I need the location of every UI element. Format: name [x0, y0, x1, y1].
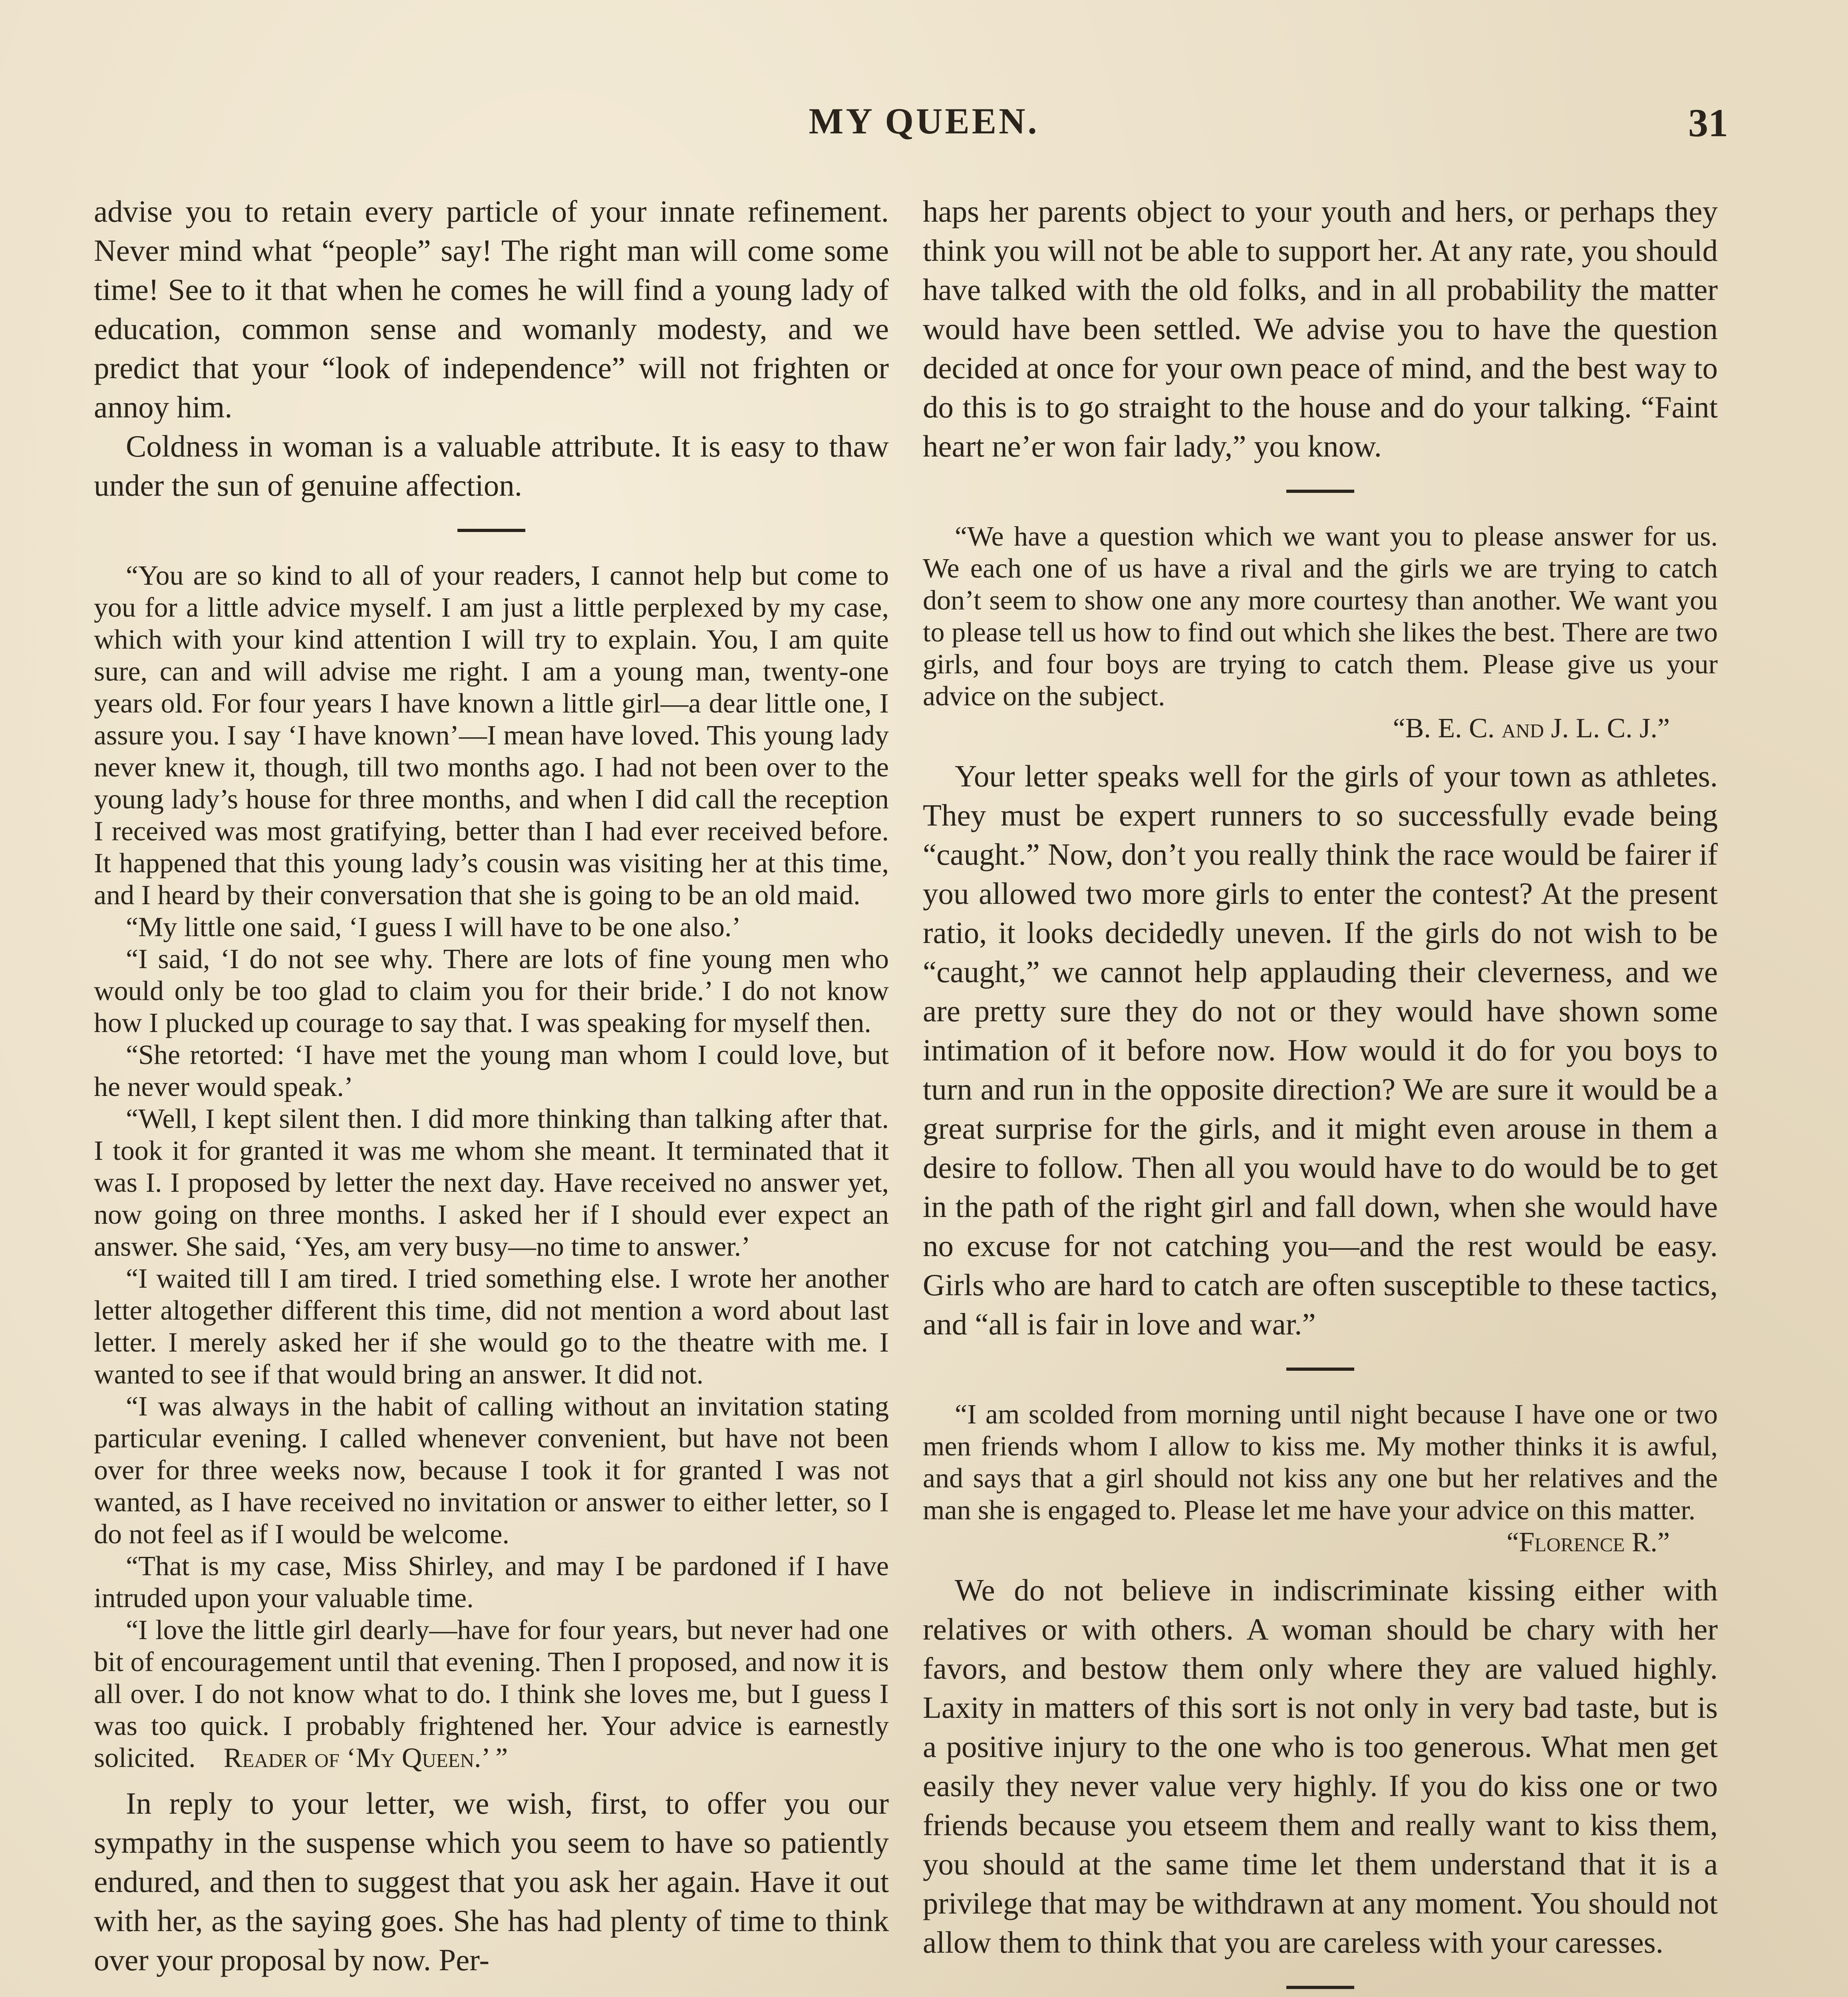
letter-paragraph [94, 1614, 889, 1774]
section-divider [457, 529, 525, 532]
letter-paragraph: “I was always in the habit of calling without an invitation stating particular evening. I called whenever convenient, but have not been over for three weeks now, because I took it for granted I was not wanted, as I have received no invitation or answer to either letter, so I do not feel as if I would be welcome. [94, 1391, 889, 1550]
page-header [0, 100, 1848, 164]
letter-signature: Reader of ‘My Queen.’ ” [223, 1743, 508, 1773]
editor-reply: In reply to your letter, we wish, first, to offer you our sympathy in the suspense which you seem to have so patiently endured, and then to suggest that you ask her again. Have it out with her, as the saying goes. She has had plenty of time to think over your proposal by now. Per- [94, 1786, 889, 1977]
letter-paragraph: “Well, I kept silent then. I did more thinking than talking after that. I took it for granted it was me whom she meant. It terminated that it was I. I proposed by letter the next day. Have received no answer yet, now going on three months. I asked her if I should ever expect an answer. She said, ‘Yes, am very busy—no time to answer.’ [94, 1104, 889, 1262]
letter-paragraph: “You are so kind to all of your readers, I cannot help but come to you for a little advice myself. I am just a little perplexed by my case, which with your kind attention I will try to explain. You, I am quite sure, can and will advise me right. I am a young man, twenty-one years old. For four years I have known a little girl—a dear little one, I assure you. I say ‘I have known’—I mean have loved. This young lady never knew it, though, till two months ago. I had not been over to the young lady’s house for three months, and when I did call the reception I received was most gratifying, better than I had ever received before. It happened that this young lady’s cousin was visiting her at this time, and I heard by their conversation that she is going to be an old maid. [94, 560, 889, 911]
letter-paragraph: “My little one said, ‘I guess I will have to be one also.’ [126, 912, 741, 943]
left-column [94, 192, 889, 1979]
editor-reply: Your letter speaks well for the girls of your town as athletes. They must be expert runners to so successfully evade being “caught.” Now, don’t you really think the race would be fairer if you allowed two more girls to enter the contest? At the present ratio, it looks decidedly uneven. If the girls do not wish to be “caught,” we cannot help applauding their cleverness, and we are pretty sure they do not or they would have shown some intimation of it before now. How would it do for you boys to turn and run in the opposite direction? We are sure it would be a great surprise for the girls, and it might even arouse in them a desire to follow. Then all you would have to do would be to get in the path of the right girl and fall down, when she would have no excuse for not catching you—and the rest would be easy. Girls who are hard to catch are often susceptible to these tactics, and “all is fair in love and war.” [923, 759, 1718, 1341]
section-divider [1286, 1368, 1354, 1371]
letter-paragraph: “That is my case, Miss Shirley, and may I be pardoned if I have intruded upon your valuable time. [94, 1551, 889, 1614]
editor-reply: We do not believe in indiscriminate kissing either with relatives or with others. A woman should be chary with her favors, and bestow them only where they are valued highly. Laxity in matters of this sort is not only in very bad taste, but is a positive injury to the one who is too generous. What men get easily they never value very highly. If you do kiss one or two friends because you etseem them and really want to kiss them, you should at the same time let them understand that it is a privilege that may be withdrawn at any moment. You should not allow them to think that you are careless with your caresses. [923, 1573, 1718, 1959]
letter-signature: “Florence R.” [1506, 1527, 1670, 1558]
letter-signature: “B. E. C. and J. L. C. J.” [1393, 713, 1670, 744]
letter-paragraph: “I waited till I am tired. I tried something else. I wrote her another letter altogether different this time, did not mention a word about last letter. I merely asked her if she would go to the theatre with me. I wanted to see if that would bring an answer. It did not. [94, 1263, 889, 1390]
advice-continuation: advise you to retain every particle of your innate refinement. Never mind what “people” say! The right man will come some time! See to it that when he comes he will find a young lady of education, common sense and womanly modesty, and we predict that your “look of independence” will not frighten or annoy him. [94, 194, 889, 424]
letter-text: “I love the little girl dearly—have for four years, but never had one bit of encouragement until that evening. Then I proposed, and now it is all over. I do not know what to do. I think she loves me, but I guess I was too quick. I probably frightened her. Your advice is earnestly solicited. [94, 1615, 889, 1773]
right-column [923, 192, 1718, 1997]
reader-letter [94, 560, 889, 1774]
running-title: MY QUEEN. [809, 101, 1039, 141]
editor-reply-continued: haps her parents object to your youth and hers, or perhaps they think you will not be able to support her. At any rate, you should have talked with the old folks, and in all probability the matter would have been settled. We advise you to have the question decided at once for your own peace of mind, and the best way to do this is to go straight to the house and do your talking. “Faint heart ne’er won fair lady,” you know. [923, 194, 1718, 463]
reader-letter: “We have a question which we want you to please answer for us. We each one of us have a rival and the girls we are trying to catch don’t seem to show one any more courtesy than another. We want you to please tell us how to find out which she likes the best. There are two girls, and four boys are trying to catch them. Please give us your advice on the subject. [923, 521, 1718, 712]
section-divider [1286, 490, 1354, 493]
page-number: 31 [1688, 101, 1728, 145]
section-divider [1286, 1986, 1354, 1989]
letter-paragraph: “She retorted: ‘I have met the young man whom I could love, but he never would speak.’ [94, 1040, 889, 1102]
letter-paragraph: “I said, ‘I do not see why. There are lots of fine young men who would only be too glad to claim you for their bride.’ I do not know how I plucked up courage to say that. I was speaking for myself then. [94, 944, 889, 1038]
advice-closing: Coldness in woman is a valuable attribute. It is easy to thaw under the sun of genuine affection. [94, 429, 889, 502]
reader-letter: “I am scolded from morning until night because I have one or two men friends whom I allow to kiss me. My mother thinks it is awful, and says that a girl should not kiss any one but her relatives and the man she is engaged to. Please let me have your advice on this matter. [923, 1399, 1718, 1526]
